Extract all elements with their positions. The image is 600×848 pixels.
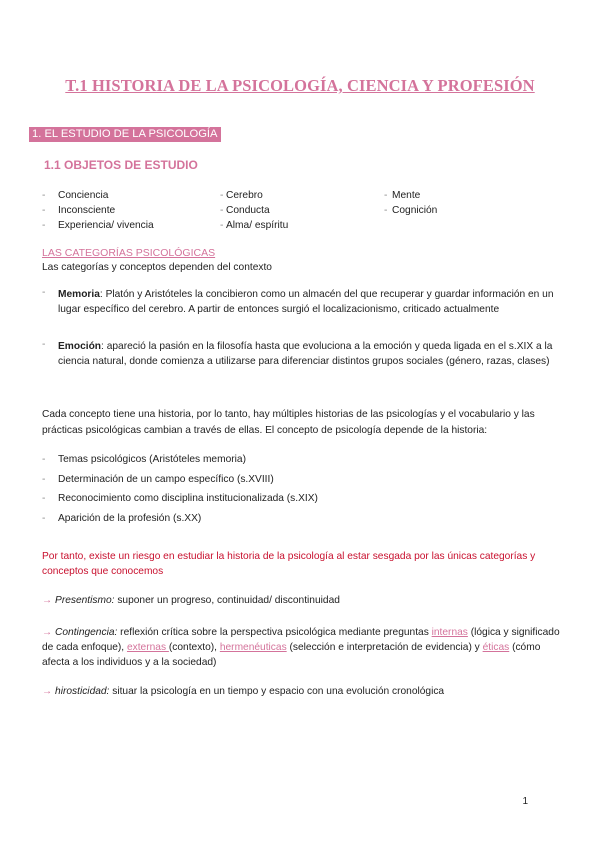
list-item: - Conducta (220, 205, 270, 216)
bullet-dash-icon: - (42, 473, 46, 485)
emocion-term: Emoción (58, 341, 102, 352)
eticas-link[interactable]: éticas (482, 642, 510, 653)
bullet-dash-icon: - (42, 512, 46, 524)
internas-link[interactable]: internas (431, 627, 468, 638)
arrow-right-icon: → (42, 627, 53, 638)
list-item: - Cognición (384, 205, 438, 216)
memoria-text: : Platón y Aristóteles la concibieron como un almacén del que recuperar y guardar información en un lugar específico del cerebro. A partir de entonces surgió el localizacionismo, criticado actualmente (58, 289, 554, 315)
emocion-item (42, 339, 562, 369)
list-item: - Experiencia/ vivencia (42, 220, 154, 231)
history-list (42, 452, 562, 530)
bullet-dash-icon: - (42, 190, 46, 201)
list-item: - Determinación de un campo específico (s.XVIII) (42, 473, 274, 485)
hirosticidad-line (42, 684, 562, 699)
list-item: - Temas psicológicos (Aristóteles memoria) (42, 454, 246, 465)
bullet-dash-icon: - (42, 287, 46, 298)
list-item: - Alma/ espíritu (220, 220, 289, 231)
objects-column-1 (42, 188, 154, 233)
list-item: - Conciencia (42, 190, 109, 201)
emocion-text: : apareció la pasión en la filosofía hasta que evoluciona a la emoción y queda ligada en el s.XIX a la ciencia natural, donde comienza a utilizarse para diferenciar distintos grupos sociales (género, razas, clases) (58, 341, 553, 367)
bullet-dash-icon: - (42, 339, 46, 350)
externas-link[interactable]: externas (126, 642, 169, 653)
page-number: 1 (522, 796, 528, 807)
section-heading: 1. EL ESTUDIO DE LA PSICOLOGÍA (29, 127, 221, 142)
bullet-dash-icon: - (42, 205, 46, 216)
bullet-dash-icon: - (384, 205, 388, 216)
bullet-dash-icon: - (220, 220, 224, 231)
presentismo-term: Presentismo: (55, 595, 115, 606)
hirosticidad-text: situar la psicología en un tiempo y espacio con una evolución cronológica (109, 686, 445, 697)
bullet-dash-icon: - (42, 220, 46, 231)
list-item: - Inconsciente (42, 205, 116, 216)
hermeneuticas-link[interactable]: hermenéuticas (219, 642, 287, 653)
categories-subtitle: Las categorías y conceptos dependen del contexto (42, 262, 272, 273)
bullet-dash-icon: - (42, 493, 46, 504)
contingencia-line: → Contingencia: reflexión crítica sobre la perspectiva psicológica mediante preguntas internas (lógica y significado de cada enfoque), externas (contexto), hermenéuticas (selección e interpretación de evidencia) y éticas (cómo afecta a los individuos y a la sociedad) (42, 627, 560, 668)
bullet-dash-icon: - (42, 454, 46, 465)
hirosticidad-term: hirosticidad: (55, 686, 110, 697)
objects-column-2 (220, 188, 288, 233)
list-item: - Mente (384, 190, 421, 201)
bullet-dash-icon: - (220, 190, 224, 201)
document-title: T.1 HISTORIA DE LA PSICOLOGÍA, CIENCIA Y PROFESIÓN (65, 76, 535, 95)
categories-heading: LAS CATEGORÍAS PSICOLÓGICAS (42, 247, 216, 259)
bullet-dash-icon: - (384, 190, 388, 201)
list-item: - Reconocimiento como disciplina institucionalizada (s.XIX) (42, 493, 318, 504)
arrow-right-icon: → (42, 686, 53, 697)
subsection-heading: 1.1 OBJETOS DE ESTUDIO (44, 158, 198, 172)
memoria-item (42, 287, 562, 317)
presentismo-line (42, 593, 562, 608)
risk-statement: Por tanto, existe un riesgo en estudiar la historia de la psicología al estar sesgada por las únicas categorías y conceptos que conocemos (42, 551, 536, 577)
list-item: - Aparición de la profesión (s.XX) (42, 512, 202, 524)
arrow-right-icon: → (42, 595, 53, 606)
contingencia-term: Contingencia: (55, 627, 118, 638)
presentismo-text: suponer un progreso, continuidad/ discontinuidad (114, 595, 340, 606)
bullet-dash-icon: - (220, 205, 224, 216)
memoria-term: Memoria (58, 289, 100, 300)
list-item: - Cerebro (220, 190, 263, 201)
concept-paragraph: Cada concepto tiene una historia, por lo tanto, hay múltiples historias de las psicologías y el vocabulario y las prácticas psicológicas cambian a través de ellas. El concepto de psicología depende de la historia: (42, 409, 535, 436)
objects-column-3 (384, 188, 437, 218)
